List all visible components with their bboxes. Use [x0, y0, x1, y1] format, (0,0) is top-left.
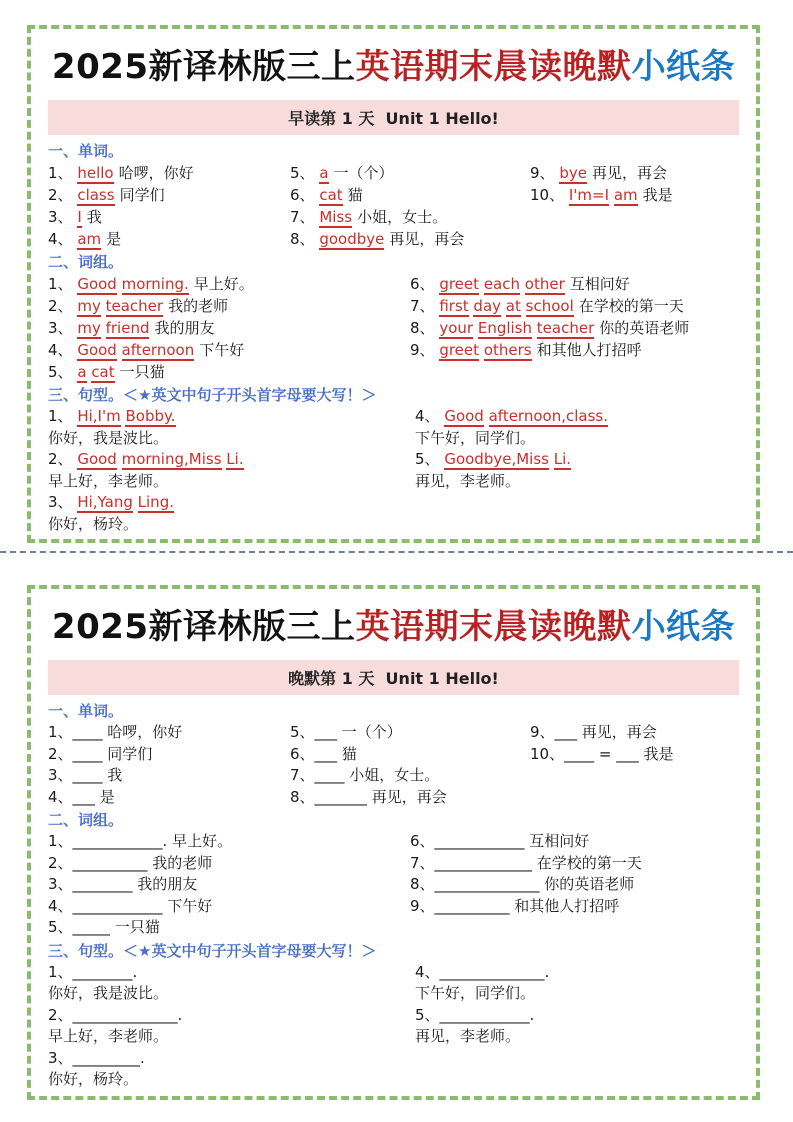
item-number: 8、	[410, 319, 435, 337]
sentences-column-1	[48, 962, 415, 1091]
item-number: 1、	[48, 275, 73, 293]
title-edition-part: 2025新译林版三上	[51, 47, 356, 87]
chinese-meaning: 我的朋友	[154, 319, 215, 337]
english-phrase: my friend	[77, 319, 150, 337]
phrase-item	[48, 317, 410, 339]
english-word: class	[77, 186, 115, 204]
sentence-english-line	[48, 449, 415, 471]
phrase-item	[410, 273, 739, 295]
phrase-item	[48, 295, 410, 317]
cut-divider	[0, 551, 793, 553]
sentence-blank-line: 4、______________.	[415, 962, 550, 981]
fill-blank-word-item: 4、___ 是	[48, 787, 115, 806]
words-column-2	[290, 162, 530, 250]
evening-dictation-card	[27, 585, 760, 1100]
fill-blank-sentence-item	[48, 1005, 415, 1048]
title-subject-part: 英语期末晨读晚默	[355, 47, 632, 87]
fill-blank-word-item: 5、___ 一（个）	[290, 723, 402, 741]
item-number: 2、	[48, 297, 73, 315]
phrases-column-2	[410, 273, 739, 361]
phrase-item	[48, 361, 410, 383]
item-number: 5、	[48, 363, 73, 381]
english-word: am	[77, 230, 102, 248]
sentences-column-2	[415, 406, 739, 492]
english-word: I	[77, 208, 82, 226]
word-item	[290, 162, 530, 184]
english-word: Miss	[319, 208, 353, 226]
item-number: 5、	[415, 450, 440, 468]
word-item	[290, 228, 530, 250]
sentence-chinese-line: 早上好，李老师。	[48, 471, 169, 490]
english-phrase: first day at school	[439, 297, 574, 315]
word-item	[48, 184, 290, 206]
fill-blank-sentence-item	[415, 962, 739, 1005]
phrase-item	[410, 317, 739, 339]
chinese-meaning: 互相问好	[569, 275, 630, 293]
sentence-item	[48, 449, 415, 492]
sentences-columns	[48, 406, 739, 535]
fill-blank-word-item: 9、___ 再见，再会	[530, 723, 657, 741]
english-phrase: greet others	[439, 341, 532, 359]
word-item	[290, 184, 530, 206]
fill-blank-phrase-item: 3、________ 我的朋友	[48, 875, 198, 893]
sentence-chinese-line: 你好，我是波比。	[48, 428, 169, 447]
phrase-item	[410, 295, 739, 317]
english-sentence: Good afternoon,class.	[444, 407, 608, 425]
item-number: 9、	[410, 341, 435, 359]
item-number: 7、	[290, 208, 315, 226]
item-number: 4、	[48, 230, 73, 248]
sentence-chinese-line: 下午好，同学们。	[415, 984, 536, 1002]
item-number: 8、	[290, 230, 315, 248]
sentences-columns	[48, 962, 739, 1091]
phrase-item	[410, 339, 739, 361]
item-number: 2、	[48, 186, 73, 204]
english-word: hello	[77, 164, 114, 182]
fill-blank-phrase-item: 1、____________. 早上好。	[48, 832, 233, 850]
chinese-meaning: 一（个）	[333, 164, 394, 182]
phrase-item	[48, 339, 410, 361]
sentence-item	[48, 406, 415, 449]
chinese-meaning: 我的老师	[168, 297, 229, 315]
sentence-chinese-line: 你好，杨玲。	[48, 1070, 139, 1088]
fill-blank-sentence-item	[415, 1005, 739, 1048]
chinese-meaning: 再见，再会	[389, 230, 465, 248]
sentence-chinese-line: 再见，李老师。	[415, 1027, 521, 1045]
english-phrase: greet each other	[439, 275, 565, 293]
words-column-1	[48, 722, 290, 808]
phrases-section-heading: 二、词组。	[48, 811, 124, 829]
words-column-3	[530, 722, 739, 765]
sentence-chinese-line: 你好，我是波比。	[48, 984, 169, 1002]
sentence-english-line	[48, 406, 415, 428]
sentence-chinese-line: 你好，杨玲。	[48, 514, 139, 533]
phrases-column-1	[48, 273, 410, 383]
english-phrase: Good morning.	[77, 275, 189, 293]
item-number: 3、	[48, 208, 73, 226]
fill-blank-phrase-item: 6、____________ 互相问好	[410, 832, 590, 850]
item-number: 3、	[48, 319, 73, 337]
sentence-chinese-line: 下午好，同学们。	[415, 428, 536, 447]
word-item	[48, 206, 290, 228]
fill-blank-phrase-item: 4、____________ 下午好	[48, 896, 213, 915]
english-phrase: your English teacher	[439, 319, 595, 337]
sentence-english-line	[415, 406, 739, 428]
english-phrase: Good afternoon	[77, 341, 195, 359]
sentence-chinese-line: 再见，李老师。	[415, 471, 521, 490]
chinese-meaning: 小姐，女士。	[357, 208, 448, 226]
title-edition-part: 2025新译林版三上	[51, 607, 356, 647]
english-phrase: my teacher	[77, 297, 164, 315]
item-number: 4、	[48, 341, 73, 359]
words-column-1	[48, 162, 290, 250]
chinese-meaning: 同学们	[119, 186, 165, 204]
words-column-3	[530, 162, 739, 206]
chinese-meaning: 猫	[347, 186, 363, 204]
chinese-meaning: 再见，再会	[591, 164, 667, 182]
title-note-part: 小纸条	[631, 607, 736, 647]
english-sentence: Good morning,Miss Li.	[77, 450, 244, 468]
fill-blank-phrase-item: 5、_____ 一只猫	[48, 918, 160, 936]
chinese-meaning: 哈啰，你好	[118, 164, 194, 182]
item-number: 1、	[48, 407, 73, 425]
fill-blank-word-item: 1、____ 哈啰，你好	[48, 723, 183, 741]
sentence-english-line	[415, 449, 739, 471]
english-word: bye	[559, 164, 587, 182]
phrases-column-1	[48, 831, 410, 939]
item-number: 1、	[48, 164, 73, 182]
english-phrase: a cat	[77, 363, 115, 381]
phrases-columns	[48, 273, 739, 383]
sentence-item	[415, 406, 739, 449]
fill-blank-word-item: 3、____ 我	[48, 766, 123, 784]
sentences-column-1	[48, 406, 415, 535]
item-number: 5、	[290, 164, 315, 182]
item-number: 10、	[530, 186, 565, 204]
chinese-meaning: 是	[106, 230, 122, 248]
fill-blank-word-item: 6、___ 猫	[290, 744, 357, 763]
phrases-column-2	[410, 831, 739, 917]
chinese-meaning: 你的英语老师	[599, 319, 690, 337]
chinese-meaning: 和其他人打招呼	[536, 341, 642, 359]
sentence-blank-line: 2、______________.	[48, 1005, 183, 1024]
english-sentence: Hi,I'm Bobby.	[77, 407, 176, 425]
word-item	[530, 162, 739, 184]
session-banner: 早读第 1 天 Unit 1 Hello!	[48, 100, 739, 135]
item-number: 2、	[48, 450, 73, 468]
words-columns	[48, 162, 739, 250]
sentences-section-heading: 三、句型。＜★英文中句子开头首字母要大写！＞	[48, 941, 377, 960]
words-section-heading: 一、单词。	[48, 142, 124, 160]
word-item	[48, 162, 290, 184]
word-item	[290, 206, 530, 228]
sentence-blank-line: 3、_________.	[48, 1048, 145, 1067]
fill-blank-word-item: 2、____ 同学们	[48, 744, 153, 763]
fill-blank-phrase-item: 9、__________ 和其他人打招呼	[410, 896, 620, 915]
title-subject-part: 英语期末晨读晚默	[355, 607, 632, 647]
english-word: cat	[319, 186, 343, 204]
fill-blank-word-item: 10、____ = ___ 我是	[530, 744, 674, 763]
sentence-blank-line: 5、____________.	[415, 1005, 535, 1024]
item-number: 6、	[410, 275, 435, 293]
english-word: I'm=I am	[568, 186, 638, 204]
fill-blank-sentence-item	[48, 1048, 415, 1091]
chinese-meaning: 我是	[642, 186, 673, 204]
morning-reading-card	[27, 25, 760, 543]
english-sentence: Goodbye,Miss Li.	[444, 450, 572, 468]
card-title	[48, 47, 739, 87]
english-sentence: Hi,Yang Ling.	[77, 493, 174, 511]
item-number: 7、	[410, 297, 435, 315]
sentence-english-line	[48, 492, 415, 514]
word-item	[48, 228, 290, 250]
fill-blank-phrase-item: 2、__________ 我的老师	[48, 853, 213, 872]
chinese-meaning: 我	[86, 208, 102, 226]
phrases-section-heading: 二、词组。	[48, 253, 124, 271]
fill-blank-phrase-item: 7、_____________ 在学校的第一天	[410, 853, 642, 872]
phrases-columns	[48, 831, 739, 939]
card-title	[48, 607, 739, 647]
english-word: goodbye	[319, 230, 385, 248]
chinese-meaning: 在学校的第一天	[578, 297, 684, 315]
sentence-item	[415, 449, 739, 492]
words-column-2	[290, 722, 530, 808]
chinese-meaning: 早上好。	[193, 275, 254, 293]
sentence-blank-line: 1、________.	[48, 962, 138, 981]
fill-blank-sentence-item	[48, 962, 415, 1005]
sentences-column-2	[415, 962, 739, 1048]
fill-blank-word-item: 7、____ 小姐，女士。	[290, 766, 440, 784]
item-number: 6、	[290, 186, 315, 204]
chinese-meaning: 一只猫	[119, 363, 165, 381]
session-banner: 晚默第 1 天 Unit 1 Hello!	[48, 660, 739, 695]
sentence-item	[48, 492, 415, 535]
words-columns	[48, 722, 739, 808]
item-number: 3、	[48, 493, 73, 511]
phrase-item	[48, 273, 410, 295]
chinese-meaning: 下午好	[199, 341, 245, 359]
words-section-heading: 一、单词。	[48, 702, 124, 720]
sentences-section-heading: 三、句型。＜★英文中句子开头首字母要大写！＞	[48, 386, 377, 404]
sentence-chinese-line: 早上好，李老师。	[48, 1027, 169, 1045]
fill-blank-phrase-item: 8、______________ 你的英语老师	[410, 875, 635, 893]
fill-blank-word-item: 8、_______ 再见，再会	[290, 787, 447, 806]
english-word: a	[319, 164, 329, 182]
word-item	[530, 184, 739, 206]
item-number: 9、	[530, 164, 555, 182]
item-number: 4、	[415, 407, 440, 425]
title-note-part: 小纸条	[631, 47, 736, 87]
